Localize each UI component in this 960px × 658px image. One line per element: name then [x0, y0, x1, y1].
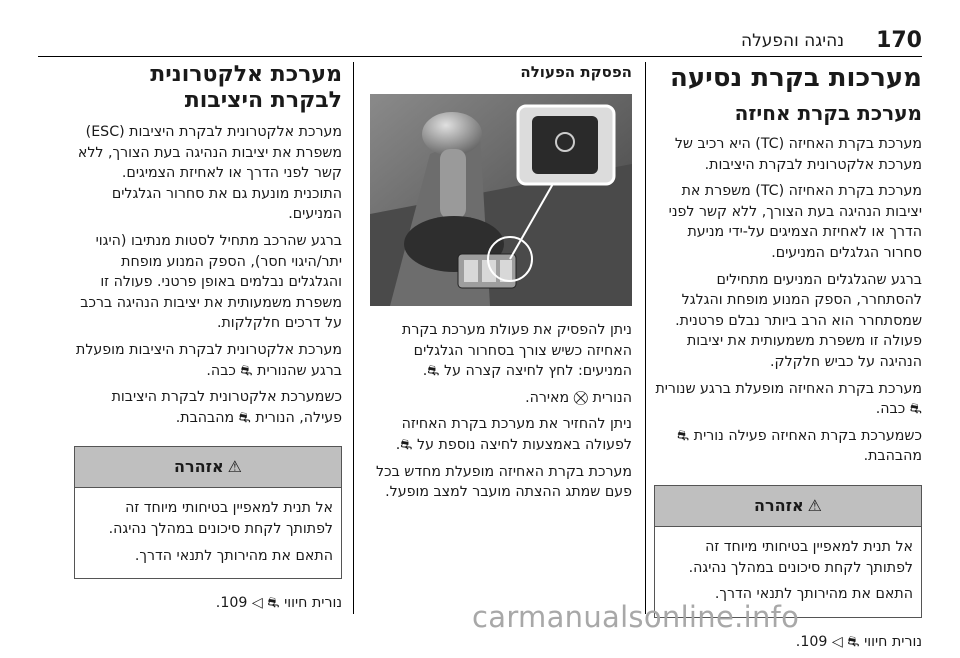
column-traction-control [654, 62, 922, 658]
warning-title: אזהרה [174, 457, 224, 477]
reference-link[interactable]: נורית חיווי ⛐ ◁ 109. [215, 595, 342, 612]
page-header [38, 28, 922, 52]
console-button-photo [370, 94, 632, 306]
paragraph: כשמערכת בקרת האחיזה פעילה נורית ⛐ מהבהבת. [677, 427, 922, 465]
column-deactivation [364, 62, 632, 509]
page-number: 170 [876, 28, 922, 53]
watermark: carmanualsonline.info [472, 600, 800, 634]
paragraph: מערכת אלקטרונית לבקרת היציבות (ESC) משפרת את יציבות הנהיגה בעת הצורך, ללא קשר לפני הדרך או לאחיזת הצמיגים. התוכנית מונעת גם את סחרור הגלגלים המניעים. [77, 124, 342, 223]
warning-triangle-icon: ⚠ [227, 457, 243, 477]
paragraph: מערכת בקרת האחיזה (TC) היא רכיב של מערכת אלקטרונית לבקרת היציבות. [674, 136, 922, 173]
warning-title: אזהרה [754, 495, 804, 515]
gear-shifter-console-illustration [370, 94, 632, 306]
paragraph: ניתן להחזיר את מערכת בקרת האחיזה לפעולה באמצעות לחיצה נוספת על ⛐. [395, 416, 632, 453]
paragraph: מערכת בקרת האחיזה מופעלת מחדש בכל פעם שמתג ההצתה מועבר למצב מופעל. [376, 463, 632, 501]
section-title: הפסקת הפעולה [520, 63, 632, 81]
warning-body [75, 488, 341, 578]
section-title: מערכת אלקטרונית לבקרת היציבות [150, 62, 342, 113]
paragraph: מערכת בקרת האחיזה (TC) משפרת את יציבות הנהיגה בעת הצורך, ללא קשר לפני הדרך או לאחיזת הצמיגים על-ידי מניעת סחרור הגלגלים המניעים. [668, 183, 922, 261]
warning-text: התאם את מהירותך לתנאי הדרך. [714, 586, 913, 603]
warning-triangle-icon: ⚠ [807, 495, 823, 515]
paragraph: ברגע שהגלגלים המניעים מתחילים להסתחרר, הספק המנוע מופחת והגלגל שמסתחרר הוא הרב ביותר נבלם פרטנית. פעולה זו משפרת משמעותית את יציבות הנהיגה על כביש חלקלק. [675, 271, 922, 370]
warning-box [654, 485, 922, 618]
warning-text: אל תנית למאפיין בטיחותי מיוחד זה לפתותך לקחת סיכונים במהלך נהיגה. [688, 538, 913, 576]
subsection-title: מערכת בקרת אחיזה [734, 101, 922, 125]
warning-header [655, 486, 921, 527]
header-rule [38, 56, 922, 57]
warning-text: התאם את מהירותך לתנאי הדרך. [134, 547, 333, 564]
reference-link[interactable]: נורית חיווי ⛐ ◁ 109. [795, 633, 922, 650]
paragraph: ניתן להפסיק את פעולת מערכת בקרת האחיזה כשיש צורך בסחרור הגלגלים המניעים: לחץ לחיצה קצרה על ⛐. [402, 322, 632, 380]
warning-text: אל תנית למאפיין בטיחותי מיוחד זה לפתותך לקחת סיכונים במהלך נהיגה. [108, 500, 333, 537]
paragraph: הנורית ⛒ מאירה. [525, 389, 632, 406]
section-title: מערכות בקרת נסיעה [669, 63, 922, 93]
page-title: נהיגה והפעלה [741, 31, 844, 51]
warning-header [75, 447, 341, 488]
warning-box [74, 446, 342, 579]
paragraph: מערכת בקרת האחיזה מופעלת ברגע שנורית ⛐ כבה. [655, 380, 922, 418]
paragraph: מערכת אלקטרונית לבקרת היציבות מופעלת ברגע שהנורית ⛐ כבה. [76, 341, 342, 379]
paragraph: ברגע שהרכב מתחיל לסטות מנתיבו (היגוי יתר/היגוי חסר), הספק המנוע מופחת והגלגלים נבלמים באופן פרטני. פעולה זו משפרת משמעותית את יציבות הנהיגה ברכב על דרכים חלקלקות. [80, 232, 342, 332]
column-esc [74, 62, 342, 620]
column-divider [645, 62, 646, 614]
paragraph: כשמערכת אלקטרונית לבקרת היציבות פעילה, הנורית ⛐ מהבהבת. [111, 389, 342, 426]
column-divider [353, 62, 354, 614]
